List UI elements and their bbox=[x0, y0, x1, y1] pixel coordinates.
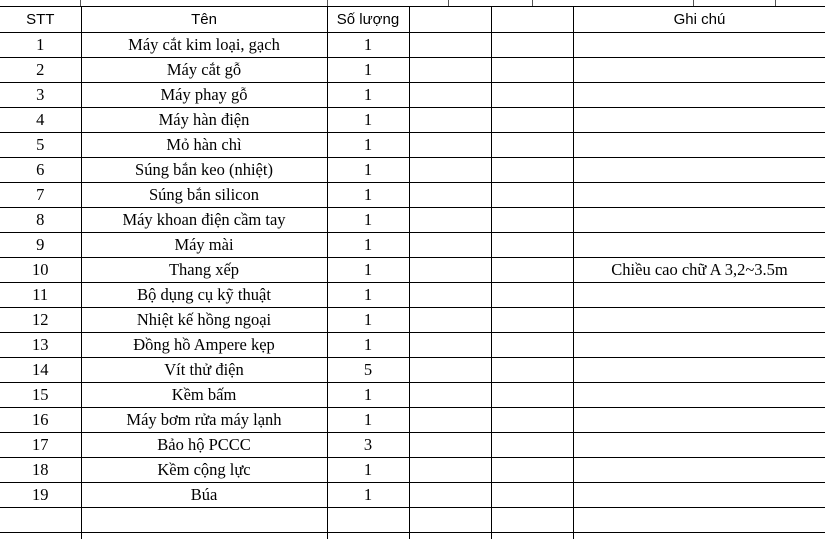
cell-qty[interactable]: 1 bbox=[327, 58, 409, 83]
cell-stt[interactable]: 13 bbox=[0, 333, 81, 358]
cell-empty[interactable] bbox=[409, 408, 491, 433]
table-row bbox=[0, 458, 825, 483]
cell-stt[interactable]: 1 bbox=[0, 33, 81, 58]
cell-qty[interactable]: 1 bbox=[327, 33, 409, 58]
cell-qty[interactable]: 1 bbox=[327, 133, 409, 158]
cell-name[interactable]: Máy bơm rửa máy lạnh bbox=[81, 408, 327, 433]
cell-note[interactable] bbox=[573, 358, 825, 383]
cell-empty[interactable] bbox=[409, 333, 491, 358]
table-row bbox=[0, 333, 825, 358]
cell-empty[interactable] bbox=[409, 358, 491, 383]
cell-empty[interactable] bbox=[491, 233, 573, 258]
cell-name[interactable]: Bảo hộ PCCC bbox=[81, 433, 327, 458]
cell-note[interactable] bbox=[573, 408, 825, 433]
cell-empty[interactable] bbox=[491, 208, 573, 233]
header-row bbox=[0, 7, 825, 33]
cell-empty[interactable] bbox=[327, 508, 409, 533]
cell-empty[interactable] bbox=[491, 108, 573, 133]
cell-empty[interactable] bbox=[491, 83, 573, 108]
cell-stt[interactable]: 16 bbox=[0, 408, 81, 433]
cell-qty[interactable]: 1 bbox=[327, 183, 409, 208]
cell-empty[interactable] bbox=[491, 183, 573, 208]
header-empty-cell[interactable] bbox=[409, 7, 491, 33]
table-row bbox=[0, 258, 825, 283]
header-qty[interactable]: Số lượng bbox=[327, 7, 409, 33]
cell-empty[interactable] bbox=[409, 108, 491, 133]
cell-qty[interactable]: 1 bbox=[327, 283, 409, 308]
table-row bbox=[0, 433, 825, 458]
empty-row bbox=[0, 508, 825, 533]
cell-empty[interactable] bbox=[409, 233, 491, 258]
cell-qty[interactable]: 1 bbox=[327, 108, 409, 133]
cell-empty[interactable] bbox=[409, 83, 491, 108]
cell-qty[interactable]: 5 bbox=[327, 358, 409, 383]
cell-note[interactable] bbox=[573, 383, 825, 408]
cell-stt[interactable]: 15 bbox=[0, 383, 81, 408]
cell-stt[interactable]: 12 bbox=[0, 308, 81, 333]
cell-name[interactable]: Mỏ hàn chì bbox=[81, 133, 327, 158]
cell-empty[interactable] bbox=[409, 508, 491, 533]
cell-empty[interactable] bbox=[491, 333, 573, 358]
cell-name[interactable]: Máy mài bbox=[81, 233, 327, 258]
cell-qty[interactable]: 1 bbox=[327, 83, 409, 108]
cell-empty[interactable] bbox=[409, 258, 491, 283]
cell-empty[interactable] bbox=[491, 308, 573, 333]
cell-empty[interactable] bbox=[409, 533, 491, 539]
cell-stt[interactable]: 4 bbox=[0, 108, 81, 133]
cell-empty[interactable] bbox=[491, 33, 573, 58]
cell-empty[interactable] bbox=[409, 483, 491, 508]
cell-qty[interactable]: 1 bbox=[327, 208, 409, 233]
cell-empty[interactable] bbox=[409, 133, 491, 158]
cell-stt[interactable]: 17 bbox=[0, 433, 81, 458]
cell-name[interactable]: Máy hàn điện bbox=[81, 108, 327, 133]
cell-name[interactable]: Búa bbox=[81, 483, 327, 508]
cell-note[interactable] bbox=[573, 158, 825, 183]
cell-stt[interactable]: 2 bbox=[0, 58, 81, 83]
cell-note[interactable] bbox=[573, 133, 825, 158]
cell-note[interactable] bbox=[573, 433, 825, 458]
cell-stt[interactable]: 3 bbox=[0, 83, 81, 108]
table-row bbox=[0, 33, 825, 58]
cell-qty[interactable]: 1 bbox=[327, 233, 409, 258]
cell-qty[interactable]: 1 bbox=[327, 458, 409, 483]
cell-note[interactable] bbox=[573, 108, 825, 133]
cell-stt[interactable]: 18 bbox=[0, 458, 81, 483]
cell-name[interactable]: Đồng hồ Ampere kẹp bbox=[81, 333, 327, 358]
cell-name[interactable]: Súng bắn silicon bbox=[81, 183, 327, 208]
cell-qty[interactable]: 1 bbox=[327, 383, 409, 408]
cell-empty[interactable] bbox=[81, 508, 327, 533]
equipment-table bbox=[0, 6, 825, 539]
cell-name[interactable]: Máy phay gỗ bbox=[81, 83, 327, 108]
table-row bbox=[0, 408, 825, 433]
cell-note[interactable] bbox=[573, 283, 825, 308]
cell-empty[interactable] bbox=[491, 433, 573, 458]
table-row bbox=[0, 158, 825, 183]
cell-empty[interactable] bbox=[409, 158, 491, 183]
cell-empty[interactable] bbox=[491, 133, 573, 158]
cell-empty[interactable] bbox=[491, 483, 573, 508]
table-row bbox=[0, 308, 825, 333]
cell-note[interactable] bbox=[573, 33, 825, 58]
empty-row bbox=[0, 533, 825, 539]
cell-qty[interactable]: 3 bbox=[327, 433, 409, 458]
cell-note[interactable] bbox=[573, 58, 825, 83]
cell-stt[interactable]: 11 bbox=[0, 283, 81, 308]
cell-empty[interactable] bbox=[0, 508, 81, 533]
cell-note[interactable] bbox=[573, 183, 825, 208]
cell-empty[interactable] bbox=[409, 433, 491, 458]
cell-stt[interactable]: 14 bbox=[0, 358, 81, 383]
cell-stt[interactable]: 8 bbox=[0, 208, 81, 233]
header-note[interactable]: Ghi chú bbox=[573, 7, 825, 33]
cell-empty[interactable] bbox=[0, 533, 81, 539]
cell-stt[interactable]: 6 bbox=[0, 158, 81, 183]
header-empty-cell[interactable] bbox=[491, 7, 573, 33]
cell-empty[interactable] bbox=[491, 458, 573, 483]
cell-stt[interactable]: 5 bbox=[0, 133, 81, 158]
table-row bbox=[0, 133, 825, 158]
table-row bbox=[0, 483, 825, 508]
table-row bbox=[0, 108, 825, 133]
cell-empty[interactable] bbox=[573, 533, 825, 539]
table-row bbox=[0, 283, 825, 308]
cell-empty[interactable] bbox=[491, 258, 573, 283]
cell-note[interactable] bbox=[573, 308, 825, 333]
cell-empty[interactable] bbox=[491, 383, 573, 408]
cell-empty[interactable] bbox=[409, 458, 491, 483]
table-row bbox=[0, 383, 825, 408]
cell-qty[interactable]: 1 bbox=[327, 158, 409, 183]
cell-name[interactable]: Kềm bấm bbox=[81, 383, 327, 408]
table-row bbox=[0, 208, 825, 233]
cell-name[interactable]: Thang xếp bbox=[81, 258, 327, 283]
table-row bbox=[0, 58, 825, 83]
cell-empty[interactable] bbox=[491, 533, 573, 539]
cell-empty[interactable] bbox=[409, 58, 491, 83]
cell-qty[interactable]: 1 bbox=[327, 408, 409, 433]
cell-name[interactable]: Máy cắt gỗ bbox=[81, 58, 327, 83]
cell-empty[interactable] bbox=[409, 283, 491, 308]
table-row bbox=[0, 183, 825, 208]
cell-empty[interactable] bbox=[409, 33, 491, 58]
cell-empty[interactable] bbox=[409, 383, 491, 408]
cell-qty[interactable]: 1 bbox=[327, 258, 409, 283]
cell-name[interactable]: Máy cắt kim loại, gạch bbox=[81, 33, 327, 58]
cell-name[interactable]: Vít thử điện bbox=[81, 358, 327, 383]
table-row bbox=[0, 83, 825, 108]
cell-stt[interactable]: 7 bbox=[0, 183, 81, 208]
cell-name[interactable]: Máy khoan điện cầm tay bbox=[81, 208, 327, 233]
cell-note[interactable] bbox=[573, 233, 825, 258]
cell-empty[interactable] bbox=[81, 533, 327, 539]
cell-name[interactable]: Súng bắn keo (nhiệt) bbox=[81, 158, 327, 183]
cell-qty[interactable]: 1 bbox=[327, 483, 409, 508]
cell-empty[interactable] bbox=[491, 358, 573, 383]
cell-name[interactable]: Kềm cộng lực bbox=[81, 458, 327, 483]
cell-name[interactable]: Nhiệt kế hồng ngoại bbox=[81, 308, 327, 333]
cell-stt[interactable]: 10 bbox=[0, 258, 81, 283]
cell-note[interactable] bbox=[573, 483, 825, 508]
cell-note[interactable] bbox=[573, 83, 825, 108]
cell-qty[interactable]: 1 bbox=[327, 308, 409, 333]
cell-empty[interactable] bbox=[491, 283, 573, 308]
cell-note[interactable] bbox=[573, 208, 825, 233]
cell-stt[interactable]: 19 bbox=[0, 483, 81, 508]
cell-empty[interactable] bbox=[573, 508, 825, 533]
cell-note[interactable] bbox=[573, 458, 825, 483]
table-row bbox=[0, 358, 825, 383]
header-stt[interactable]: STT bbox=[0, 7, 81, 33]
cell-empty[interactable] bbox=[409, 183, 491, 208]
cell-empty[interactable] bbox=[491, 508, 573, 533]
cell-qty[interactable]: 1 bbox=[327, 333, 409, 358]
header-name[interactable]: Tên bbox=[81, 7, 327, 33]
cell-name[interactable]: Bộ dụng cụ kỹ thuật bbox=[81, 283, 327, 308]
cell-empty[interactable] bbox=[327, 533, 409, 539]
cell-empty[interactable] bbox=[491, 408, 573, 433]
cell-empty[interactable] bbox=[491, 58, 573, 83]
cell-note[interactable]: Chiều cao chữ A 3,2~3.5m bbox=[573, 258, 825, 283]
table-row bbox=[0, 233, 825, 258]
cell-empty[interactable] bbox=[409, 308, 491, 333]
cell-note[interactable] bbox=[573, 333, 825, 358]
cell-stt[interactable]: 9 bbox=[0, 233, 81, 258]
cell-empty[interactable] bbox=[491, 158, 573, 183]
cell-empty[interactable] bbox=[409, 208, 491, 233]
